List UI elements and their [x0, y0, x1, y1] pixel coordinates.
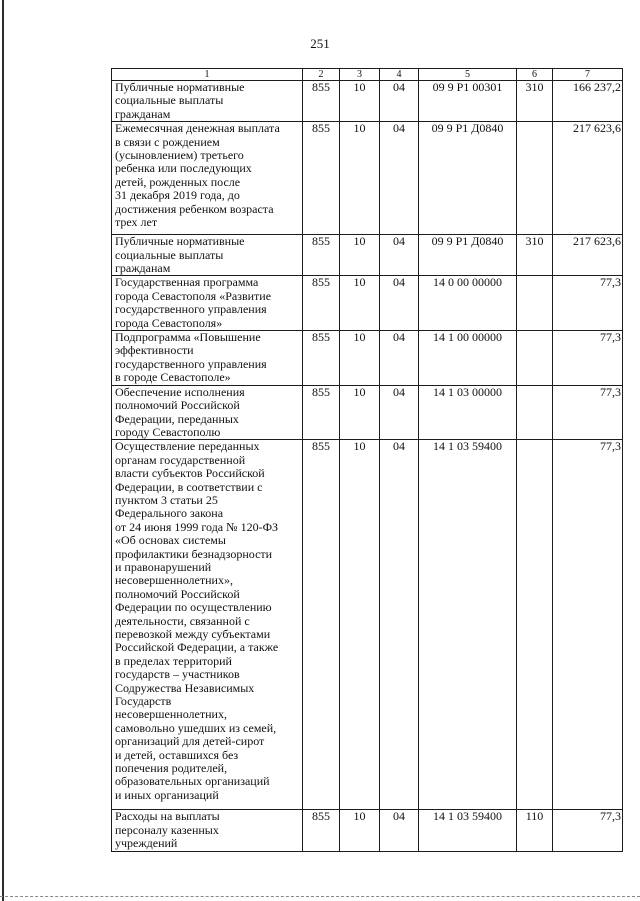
amount-cell: 77,3	[553, 385, 623, 440]
expense-type-cell: 310	[517, 81, 553, 122]
item-name-line: социальные выплаты	[115, 93, 224, 108]
admin-code-cell: 855	[303, 331, 340, 386]
item-name-line: несовершеннолетних»,	[115, 573, 233, 588]
table-row	[112, 440, 623, 810]
column-header-6: 6	[517, 69, 553, 81]
target-article-cell: 09 9 P1 Д0840	[419, 235, 517, 276]
expense-type-cell	[517, 276, 553, 331]
amount-cell: 166 237,2	[553, 81, 623, 122]
item-name-line: детей, рожденных после	[115, 174, 241, 189]
item-name-line: самовольно ушедших из семей,	[115, 720, 277, 735]
item-name-line: и правонарушений	[115, 559, 212, 574]
admin-code-cell: 855	[303, 385, 340, 440]
scan-left-edge	[2, 0, 4, 901]
section-code-cell: 10	[340, 810, 380, 852]
section-code-cell: 10	[340, 235, 380, 276]
item-name-cell	[112, 81, 303, 122]
item-name-line: Публичные нормативные	[115, 80, 245, 94]
column-header-5: 5	[419, 69, 517, 81]
item-name-line: от 24 июня 1999 года № 120-ФЗ	[115, 519, 279, 534]
amount-cell: 217 623,6	[553, 235, 623, 276]
expense-type-cell	[517, 331, 553, 386]
item-name-cell	[112, 235, 303, 276]
item-name-line: полномочий Российской	[115, 586, 240, 601]
item-name-line: достижения ребенком возраста	[115, 201, 274, 216]
item-name-line: Обеспечение исполнения	[115, 385, 245, 399]
table-row	[112, 276, 623, 331]
amount-cell: 77,3	[553, 331, 623, 386]
table-row	[112, 331, 623, 386]
item-name-cell	[112, 810, 303, 852]
item-name-line: городу Севастополю	[115, 424, 221, 439]
subsection-code-cell: 04	[380, 81, 419, 122]
target-article-cell: 14 1 03 59400	[419, 810, 517, 852]
target-article-cell: 14 1 00 00000	[419, 331, 517, 386]
section-code-cell: 10	[340, 385, 380, 440]
item-name-line: трех лет	[115, 215, 158, 230]
target-article-cell: 14 1 03 59400	[419, 440, 517, 810]
column-header-7: 7	[553, 69, 623, 81]
item-name-line: в городе Севастополе»	[115, 370, 231, 385]
item-name-line: организаций для детей-сирот	[115, 734, 265, 749]
target-article-cell: 14 0 00 00000	[419, 276, 517, 331]
expense-type-cell	[517, 122, 553, 235]
admin-code-cell: 855	[303, 810, 340, 852]
item-name-line: Федерации, в соответствии с	[115, 479, 263, 494]
expense-type-cell: 310	[517, 235, 553, 276]
expense-type-cell	[517, 440, 553, 810]
item-name-line: и детей, оставшихся без	[115, 747, 239, 762]
item-name-line: 31 декабря 2019 года, до	[115, 188, 240, 203]
item-name-line: в связи с рождением	[115, 134, 220, 149]
item-name-line: социальные выплаты	[115, 247, 224, 262]
item-name-line: органам государственной	[115, 452, 246, 467]
item-name-line: в пределах территорий	[115, 653, 232, 668]
subsection-code-cell: 04	[380, 235, 419, 276]
item-name-line: «Об основах системы	[115, 533, 226, 548]
item-name-line: Государственная программа	[115, 275, 259, 290]
column-header-2: 2	[303, 69, 340, 81]
item-name-cell	[112, 122, 303, 235]
item-name-line: ребенка или последующих	[115, 161, 252, 176]
scan-bottom-edge	[0, 896, 640, 898]
item-name-line: деятельности, связанной с	[115, 613, 250, 628]
item-name-line: Федерации, переданных	[115, 411, 239, 426]
table-row	[112, 81, 623, 122]
section-code-cell: 10	[340, 331, 380, 386]
table-row	[112, 235, 623, 276]
admin-code-cell: 855	[303, 440, 340, 810]
item-name-line: попечения родителей,	[115, 761, 228, 776]
item-name-line: перевозкой между субъектами	[115, 627, 271, 641]
column-number-row	[112, 69, 623, 81]
section-code-cell: 10	[340, 440, 380, 810]
item-name-line: эффективности	[115, 343, 194, 358]
subsection-code-cell: 04	[380, 385, 419, 440]
section-code-cell: 10	[340, 276, 380, 331]
subsection-code-cell: 04	[380, 276, 419, 331]
item-name-line: несовершеннолетних,	[115, 707, 227, 722]
admin-code-cell: 855	[303, 276, 340, 331]
item-name-line: Российской Федерации, а также	[115, 640, 279, 655]
item-name-line: города Севастополя»	[115, 315, 223, 330]
subsection-code-cell: 04	[380, 122, 419, 235]
amount-cell: 217 623,6	[553, 122, 623, 235]
table-row	[112, 385, 623, 440]
item-name-cell	[112, 440, 303, 810]
section-code-cell: 10	[340, 122, 380, 235]
item-name-line: Ежемесячная денежная выплата	[115, 121, 280, 136]
target-article-cell: 09 9 P1 Д0840	[419, 122, 517, 235]
page-number: 251	[310, 36, 330, 51]
item-name-line: Федерации по осуществлению	[115, 600, 272, 615]
column-header-3: 3	[340, 69, 380, 81]
item-name-line: полномочий Российской	[115, 398, 240, 413]
target-article-cell: 09 9 P1 00301	[419, 81, 517, 122]
item-name-line: Осуществление переданных	[115, 439, 260, 454]
expense-type-cell	[517, 385, 553, 440]
subsection-code-cell: 04	[380, 810, 419, 852]
item-name-cell	[112, 276, 303, 331]
item-name-line: государственного управления	[115, 302, 267, 317]
item-name-line: учреждений	[115, 836, 178, 851]
item-name-line: образовательных организаций	[115, 774, 270, 789]
item-name-line: Расходы на выплаты	[115, 809, 220, 824]
item-name-cell	[112, 385, 303, 440]
item-name-line: Государств	[115, 694, 172, 709]
item-name-line: (усыновлением) третьего	[115, 148, 244, 163]
amount-cell: 77,3	[553, 810, 623, 852]
item-name-line: профилактики безнадзорности	[115, 546, 273, 561]
item-name-line: гражданам	[115, 106, 171, 121]
admin-code-cell: 855	[303, 235, 340, 276]
table-row	[112, 122, 623, 235]
item-name-line: государств – участников	[115, 667, 240, 682]
section-code-cell: 10	[340, 81, 380, 122]
item-name-line: персоналу казенных	[115, 822, 219, 837]
item-name-line: Подпрограмма «Повышение	[115, 330, 261, 345]
item-name-line: и иных организаций	[115, 787, 219, 802]
item-name-line: пунктом 3 статьи 25	[115, 492, 218, 507]
item-name-line: Публичные нормативные	[115, 234, 245, 249]
target-article-cell: 14 1 03 00000	[419, 385, 517, 440]
column-header-4: 4	[380, 69, 419, 81]
item-name-cell	[112, 331, 303, 386]
amount-cell: 77,3	[553, 276, 623, 331]
subsection-code-cell: 04	[380, 331, 419, 386]
expense-type-cell: 110	[517, 810, 553, 852]
item-name-line: города Севастополя «Развитие	[115, 288, 272, 303]
item-name-line: государственного управления	[115, 356, 267, 371]
admin-code-cell: 855	[303, 81, 340, 122]
item-name-line: власти субъектов Российской	[115, 466, 265, 481]
admin-code-cell: 855	[303, 122, 340, 235]
table-row	[112, 810, 623, 852]
column-header-1: 1	[112, 69, 303, 81]
subsection-code-cell: 04	[380, 440, 419, 810]
item-name-line: гражданам	[115, 261, 171, 276]
item-name-line: Федерального закона	[115, 506, 224, 521]
budget-table	[111, 68, 623, 852]
item-name-line: Содружества Независимых	[115, 680, 255, 695]
amount-cell: 77,3	[553, 440, 623, 810]
table-body	[112, 81, 623, 852]
